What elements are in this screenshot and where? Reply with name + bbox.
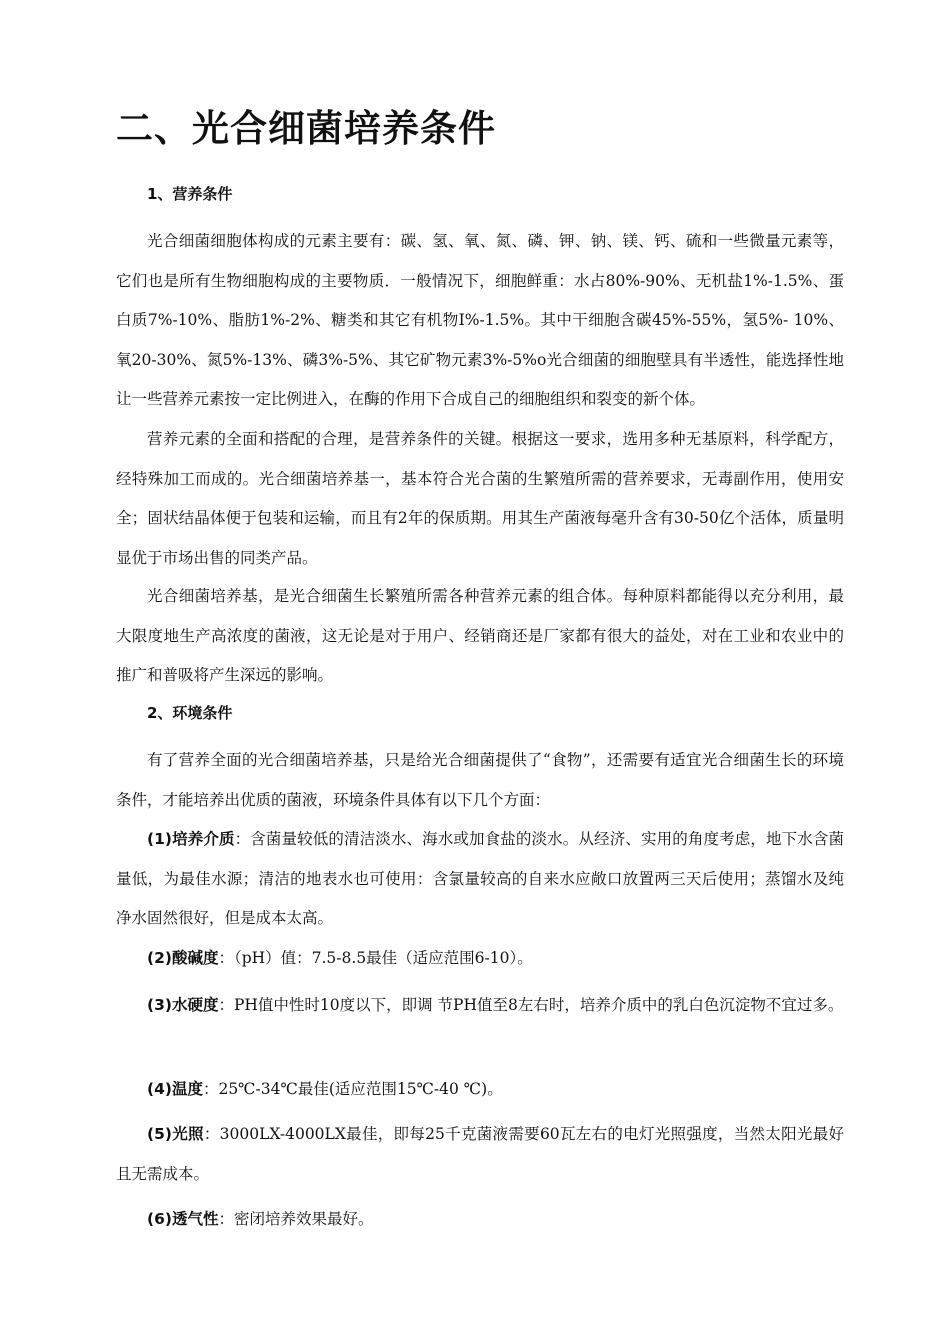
- section-heading-environment: 2、环境条件: [147, 704, 233, 722]
- section-heading-nutrition: 1、营养条件: [147, 185, 233, 203]
- item-text: ：密闭培养效果最好。: [218, 1210, 374, 1228]
- list-item-ventilation: [116, 1200, 844, 1240]
- item-text: ：3000LX-4000LX最佳，即每25千克菌液需要60瓦左右的电灯光照强度，当然太阳光最好且无需成本。: [116, 1125, 844, 1183]
- item-label: (4)温度: [147, 1080, 203, 1098]
- list-item-temperature: [116, 1070, 844, 1110]
- item-label: (2)酸碱度: [147, 949, 219, 967]
- item-label: (1)培养介质: [147, 830, 235, 848]
- paragraph-environment-intro: 有了营养全面的光合细菌培养基，只是给光合细菌提供了“食物”，还需要有适宜光合细菌生长的环境条件，才能培养出优质的菌液，环境条件具体有以下几个方面：: [116, 751, 844, 809]
- list-item-light: [116, 1115, 844, 1194]
- paragraph-nutrition-key: 营养元素的全面和搭配的合理，是营养条件的关键。根据这一要求，选用多种无基原料，科学配方，经特殊加工而成的。光合细菌培养基一，基本符合光合菌的生繁殖所需的营养要求，无毒副作用，使用安全；固状结晶体便于包装和运输，而且有2年的保质期。用其生产菌液每毫升含有30-50亿个活体，质量明显优于市场出售的同类产品。: [116, 430, 844, 567]
- list-item-hardness: [116, 986, 844, 1026]
- page-title: 二、光合细菌培养条件: [116, 107, 496, 150]
- item-label: (6)透气性: [147, 1210, 219, 1228]
- list-item-ph: [116, 939, 844, 979]
- item-label: (3)水硬度: [147, 996, 219, 1014]
- item-text: ：（pH）值：7.5-8.5最佳（适应范围6-10）。: [218, 949, 533, 967]
- item-text: ：含菌量较低的清洁淡水、海水或加食盐的淡水。从经济、实用的角度考虑，地下水含菌量低，为最佳水源；清洁的地表水也可使用：含氯量较高的自来水应敞口放置两三天后使用；蒸馏水及纯净水固然很好，但是成本太高。: [116, 830, 844, 927]
- item-text: ：25℃-34℃最佳(适应范围15℃-40 ℃)。: [202, 1080, 503, 1098]
- paragraph-elements: 光合细菌细胞体构成的元素主要有：碳、氢、氧、氮、磷、钾、钠、镁、钙、硫和一些微量元素等，它们也是所有生物细胞构成的主要物质．一般情况下，细胞鲜重：水占80%-90%、无机盐1%-1.5%、蛋白质7%-10%、脂肪1%-2%、糖类和其它有机物I%-1.5%。其中干细胞含碳45%-55%，氢5%- 10%、氧20-30%、氮5%-13%、磷3%-5%、其它矿物元素3%-5%o光合细菌的细胞壁具有半透性，能选择性地让一些营养元素按一定比例进入，在酶的作用下合成自己的细胞组织和裂变的新个体。: [116, 232, 844, 408]
- list-item-culture-medium: [116, 820, 844, 939]
- paragraph-culture-medium: 光合细菌培养基，是光合细菌生长繁殖所需各种营养元素的组合体。每种原料都能得以充分利用，最大限度地生产高浓度的菌液，这无论是对于用户、经销商还是厂家都有很大的益处，对在工业和农业中的推广和普吸将产生深远的影响。: [116, 587, 844, 684]
- item-text: ：PH值中性时10度以下，即调 节PH值至8左右时，培养介质中的乳白色沉淀物不宜过多。: [218, 996, 844, 1014]
- item-label: (5)光照: [147, 1125, 204, 1143]
